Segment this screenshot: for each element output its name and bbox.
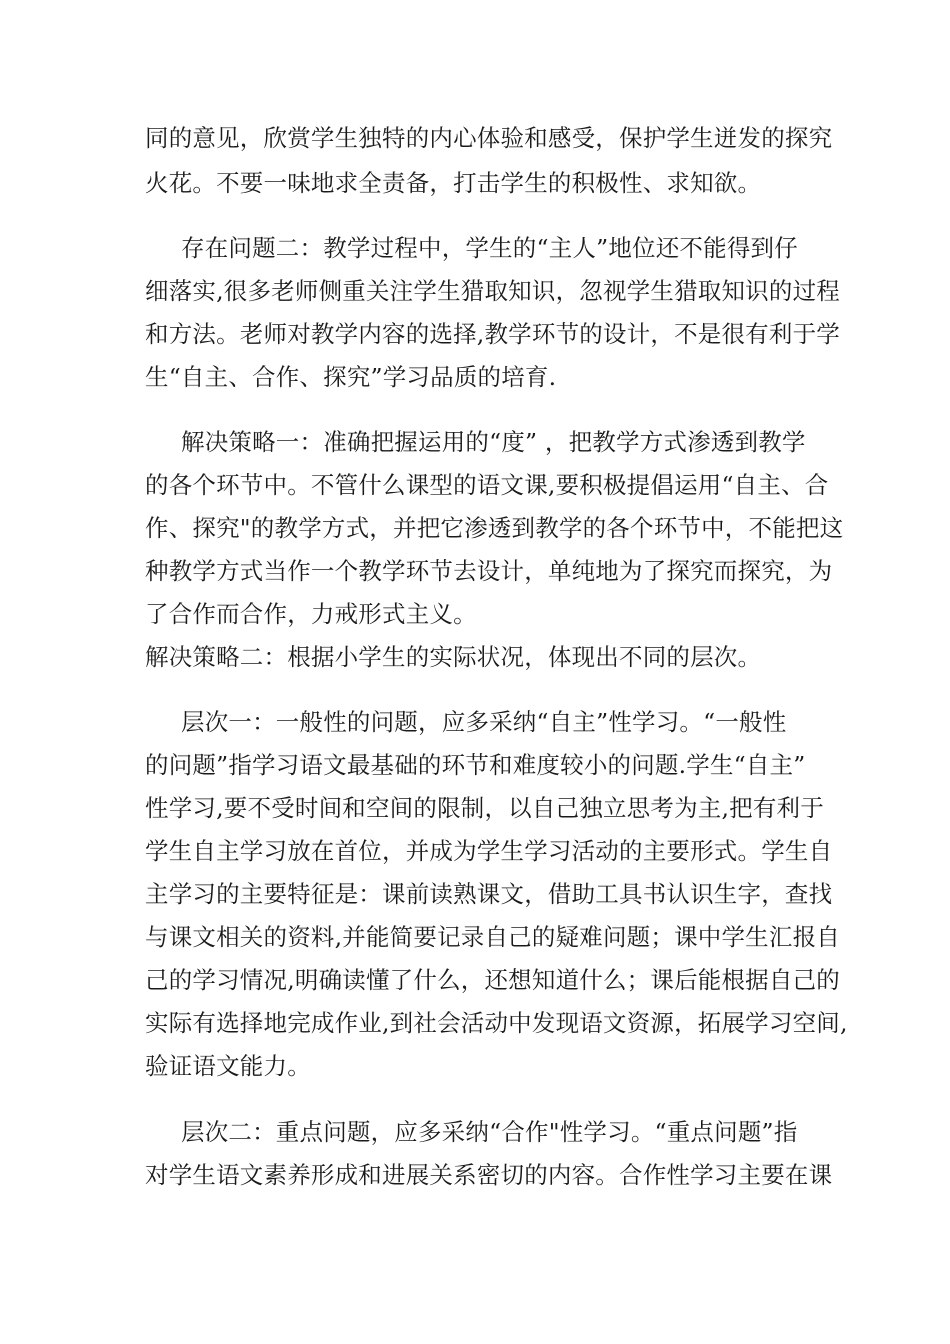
text-line: 验证语文能力。 (145, 1052, 311, 1080)
text-line: 细落实,很多老师侧重关注学生猎取知识，忽视学生猎取知识的过程 (145, 277, 840, 305)
text-line: 火花。不要一味地求全责备，打击学生的积极性、求知欲。 (145, 169, 762, 197)
text-line: 的各个环节中。不管什么课型的语文课,要积极提倡运用“自主、合 (145, 471, 829, 499)
text-line: 对学生语文素养形成和进展关系密切的内容。合作性学习主要在课 (145, 1161, 833, 1189)
text-line: 学生自主学习放在首位，并成为学生学习活动的主要形式。学生自 (145, 837, 833, 865)
text-line: 作、探究"的教学方式，并把它渗透到教学的各个环节中，不能把这 (145, 514, 844, 542)
text-line: 和方法。老师对教学内容的选择,教学环节的设计，不是很有利于学 (145, 320, 840, 348)
paragraph-first-line: 层次一：一般性的问题，应多采纳“自主”性学习。“一般性 (181, 708, 787, 736)
paragraph-first-line: 存在问题二：教学过程中，学生的“主人”地位还不能得到仔 (181, 234, 798, 262)
paragraph-first-line: 解决策略二：根据小学生的实际状况，体现出不同的层次。 (145, 643, 762, 671)
text-line: 的问题”指学习语文最基础的环节和难度较小的问题.学生“自主” (145, 751, 806, 779)
paragraph-first-line: 层次二：重点问题，应多采纳“合作"性学习。“重点问题”指 (181, 1118, 798, 1146)
text-line: 己的学习情况,明确读懂了什么，还想知道什么；课后能根据自己的 (145, 966, 840, 994)
text-line: 性学习,要不受时间和空间的限制，以自己独立思考为主,把有利于 (145, 794, 824, 822)
text-line: 与课文相关的资料,并能简要记录自己的疑难问题；课中学生汇报自 (145, 923, 840, 951)
paragraph-first-line: 解决策略一：准确把握运用的“度” ，把教学方式渗透到教学 (181, 428, 806, 456)
text-line: 种教学方式当作一个教学环节去设计，单纯地为了探究而探究，为 (145, 557, 833, 585)
text-line: 生“自主、合作、探究”学习品质的培育. (145, 363, 557, 391)
text-line: 实际有选择地完成作业,到社会活动中发现语文资源，拓展学习空间, (145, 1009, 848, 1037)
text-line: 主学习的主要特征是：课前读熟课文，借助工具书认识生字，查找 (145, 880, 833, 908)
text-line: 同的意见，欣赏学生独特的内心体验和感受，保护学生迸发的探究 (145, 124, 833, 152)
text-line: 了合作而合作，力戒形式主义。 (145, 600, 477, 628)
